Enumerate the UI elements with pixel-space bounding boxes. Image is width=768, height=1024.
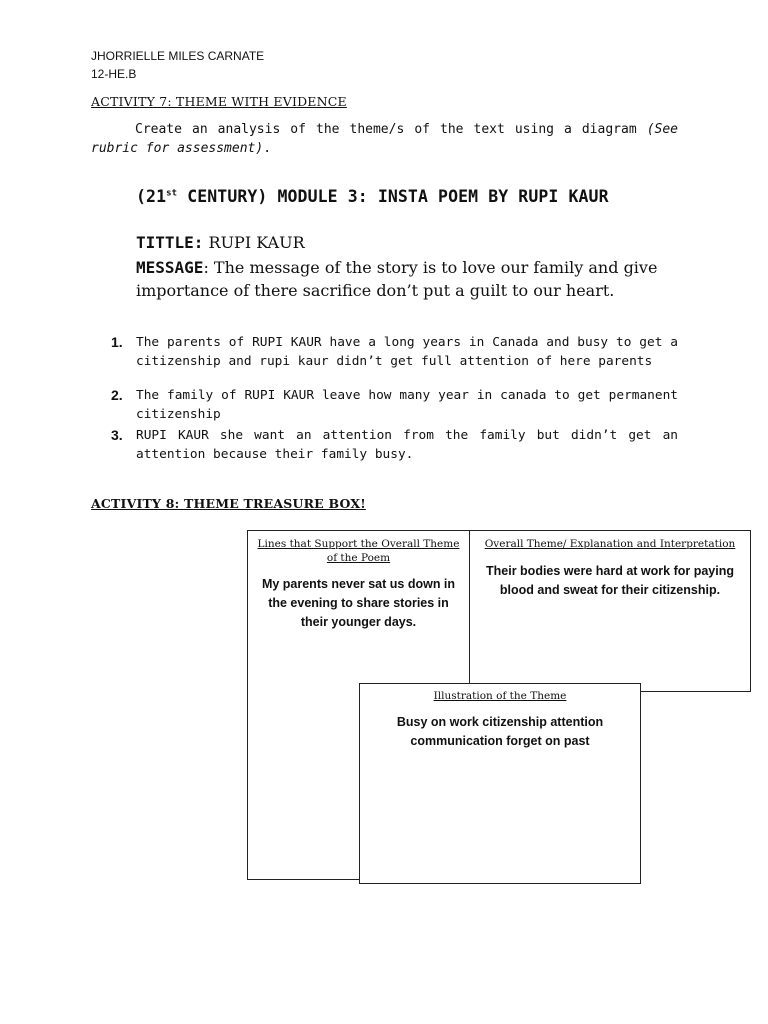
- message-paragraph: [136, 256, 696, 302]
- overall-theme-label: Overall Theme/ Explanation and Interpretation: [484, 538, 736, 550]
- overall-theme-box: [469, 530, 751, 692]
- list-item: [111, 386, 678, 424]
- instruction-main: Create an analysis of the theme/s of the text using a diagram: [135, 122, 647, 137]
- author-block: [91, 47, 264, 83]
- message-label: MESSAGE: [136, 258, 204, 277]
- author-name: JHORRIELLE MILES CARNATE: [91, 49, 265, 63]
- activity7-heading: ACTIVITY 7: THEME WITH EVIDENCE: [91, 94, 347, 109]
- illustration-box: [359, 683, 641, 884]
- module-title-post: CENTURY) MODULE 3: INSTA POEM BY RUPI KAUR: [177, 187, 609, 206]
- instruction-note: (See rubric for assessment): [91, 122, 678, 156]
- list-item: [111, 426, 678, 464]
- title-value: RUPI KAUR: [203, 233, 305, 252]
- list-item-number: 1.: [111, 334, 123, 350]
- list-item-text: RUPI KAUR she want an attention from the family but didn’t get an attention because their family busy.: [136, 428, 678, 462]
- activity8-heading: ACTIVITY 8: THEME TREASURE BOX!: [91, 496, 366, 511]
- lines-support-label: Lines that Support the Overall Theme of the Poem: [257, 538, 460, 564]
- list-item: [111, 333, 678, 371]
- title-label: TITTLE:: [136, 233, 204, 252]
- list-item-text: The parents of RUPI KAUR have a long years in Canada and busy to get a citizenship and rupi kaur didn’t get full attention of here parents: [136, 335, 678, 369]
- illustration-label: Illustration of the Theme: [433, 690, 567, 702]
- module-title-sup: st: [166, 188, 178, 199]
- instruction-end: .: [263, 141, 272, 156]
- message-value: : The message of the story is to love our family and give importance of there sacrifice don’t put a guilt to our heart.: [136, 258, 658, 300]
- illustration-text: Busy on work citizenship attention communication forget on past: [396, 715, 604, 748]
- activity7-instructions: [91, 120, 678, 158]
- list-item-text: The family of RUPI KAUR leave how many year in canada to get permanent citizenship: [136, 388, 678, 422]
- title-line: [136, 233, 305, 252]
- lines-support-text: My parents never sat us down in the evening to share stories in their younger days.: [261, 577, 456, 629]
- module-title: [136, 187, 609, 206]
- list-item-number: 2.: [111, 387, 123, 403]
- list-item-number: 3.: [111, 427, 123, 443]
- overall-theme-text: Their bodies were hard at work for paying blood and sweat for their citizenship.: [486, 564, 734, 597]
- author-section: 12-HE.B: [91, 67, 137, 81]
- module-title-pre: (21: [136, 187, 167, 206]
